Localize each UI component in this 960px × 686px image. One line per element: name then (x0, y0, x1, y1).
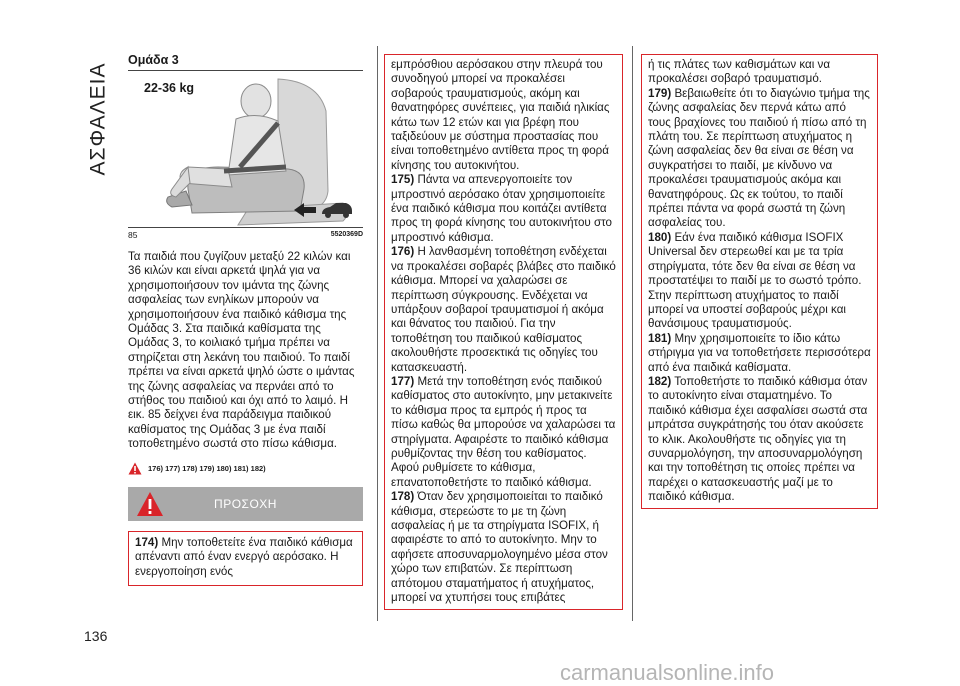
warning-number: 179) (648, 86, 672, 100)
warning-number: 178) (391, 490, 415, 504)
figure-weight-label: 22-36 kg (144, 81, 195, 95)
warning-178 (391, 490, 616, 605)
page-number: 136 (84, 628, 108, 644)
warning-177 (391, 375, 616, 490)
warning-178-continued (648, 58, 871, 87)
warning-column-2 (384, 54, 623, 610)
figure-number: 85 (128, 230, 138, 240)
warning-text: Όταν δεν χρησιμοποιείται το παιδικό κάθισμα, στερεώστε το με τη ζώνη ασφαλείας ή με τα στηρίγματα ISOFIX, ή αφαιρέστε το από το αυτοκίνητο. Μην το αφήσετε αποσυναρμολογημένο μέσα στον χώρο των επιβατών. Σε περίπτωση απότομου σταματήματος ή ατυχήματος, μπορεί να χτυπήσει τους επιβάτες (391, 490, 608, 605)
column-separator (632, 46, 633, 621)
warning-181 (648, 332, 871, 375)
column-1 (128, 53, 363, 586)
reference-item: 177) (165, 463, 181, 473)
warning-banner (128, 487, 363, 521)
reference-list (148, 464, 266, 473)
reference-item: 178) (182, 463, 198, 473)
warning-text: Βεβαιωθείτε ότι το διαγώνιο τμήμα της ζώνης ασφαλείας δεν περνά κάτω από τους βραχίονες του παιδιού ή πίσω από τη πλάτη του. Σε περίπτωση ατυχήματος η ζώνη ασφαλείας δεν θα είναι σε θέση να συγκρατήσει το παιδί, με κίνδυνο να προκαλέσει τραυματισμούς ακόμα και θανατηφόρους. Ως εκ τούτου, το παιδί πρέπει πάντα να φορά σωστά τη ζώνη ασφαλείας του. (648, 86, 870, 230)
warning-triangle-icon (128, 462, 142, 475)
warning-text: Η λανθασμένη τοποθέτηση ενδέχεται να προκαλέσει σοβαρές βλάβες στο παιδικό κάθισμα. Μπορεί να χαλαρώσει σε περίπτωση σύγκρουσης. Ενδέχεται να υπάρξουν σοβαροί τραυματισμοί ή ακόμα και θάνατος του παιδιού. Για την τοποθέτηση του παιδικού καθίσματος ακολουθήστε προσεκτικά τις οδηγίες του κατασκευαστή. (391, 245, 616, 374)
warning-174-continued (391, 58, 616, 173)
warning-176 (391, 245, 616, 375)
reference-item: 182) (250, 463, 266, 473)
warning-179 (648, 87, 871, 231)
warning-column-3 (641, 54, 878, 509)
warning-number: 176) (391, 245, 415, 259)
section-title: ΑΣΦΑΛΕΙΑ (87, 62, 110, 176)
warning-references (128, 462, 363, 475)
warning-174 (128, 531, 363, 586)
reference-item: 176) (148, 463, 164, 473)
warning-text: Πάντα να απενεργοποιείτε τον μπροστινό αερόσακο όταν χρησιμοποιείτε ένα παιδικό κάθισμα που κοιτάζει αντίθετα προς τη φορά κίνησης του αυτοκινήτου στο μπροστινό κάθισμα. (391, 173, 613, 244)
warning-182 (648, 375, 871, 505)
watermark: carmanualsonline.info (560, 660, 775, 685)
warning-triangle-icon (136, 491, 164, 517)
warning-180 (648, 231, 871, 332)
warning-text: Μην χρησιμοποιείτε το ίδιο κάτω στήριγμα για να τοποθετήσετε περισσότερα από ένα παιδικά καθίσματα. (648, 331, 871, 374)
figure-code: 5520369D (330, 231, 363, 238)
warning-text: Μην τοποθετείτε ένα παιδικό κάθισμα απέναντι από έναν ενεργό αερόσακο. Η ενεργοποίηση ενός (135, 535, 353, 578)
reference-item: 180) (216, 463, 232, 473)
warning-text: εμπρόσθιου αερόσακου στην πλευρά του συνοδηγού μπορεί να προκαλέσει σοβαρούς τραυματισμούς, ακόμη και θανατηφόρες συνέπειες, για παιδιά ηλικίας κάτω των 12 ετών και για βρέφη που ταξιδεύουν με σύστημα προστασίας που είναι τοποθετημένο αντίθετα προς τη φορά κίνησης του αυτοκινήτου. (391, 58, 610, 172)
warning-text: Εάν ένα παιδικό κάθισμα ISOFIX Universal δεν στερεωθεί και με τα τρία στηρίγματα, τότε δεν θα είναι σε θέση να προστατέψει το παιδί με το σωστό τρόπο. Στην περίπτωση ατυχήματος το παιδί μπορεί να υποστεί σοβαρούς μέχρι και θανάσιμους τραυματισμούς. (648, 230, 862, 331)
warning-number: 182) (648, 374, 672, 388)
warning-175 (391, 173, 616, 245)
figure-85 (128, 70, 363, 228)
arrow-car-icon (292, 199, 354, 221)
reference-item: 179) (199, 463, 215, 473)
warning-number: 177) (391, 374, 415, 388)
warning-text: Μετά την τοποθέτηση ενός παιδικού καθίσματος στο αυτοκίνητο, μην μετακινείτε το κάθισμα προς τα εμπρός ή προς τα πίσω καθώς θα μπορούσε να χαλαρώσει τα στηρίγματα. Αφαιρέστε το παιδικό κάθισμα ρυθμίζοντας την θέση του καθίσματος. Αφού ρυθμίσετε το κάθισμα, επανατοποθετήστε το παιδικό κάθισμα. (391, 374, 616, 489)
group-title: Ομάδα 3 (128, 53, 179, 67)
warning-text: ή τις πλάτες των καθισμάτων και να προκαλέσει σοβαρό τραυματισμό. (648, 58, 831, 86)
warning-number: 180) (648, 230, 672, 244)
warning-banner-label: ΠΡΟΣΟΧΗ (214, 496, 277, 511)
warning-number: 174) (135, 535, 159, 549)
intro-paragraph: Τα παιδιά που ζυγίζουν μεταξύ 22 κιλών και 36 κιλών και είναι αρκετά ψηλά για να χρησιμοποιήσουν τον ιμάντα της ζώνης ασφαλείας των ενηλίκων μπορούν να χρησιμοποιήσουν ένα παιδικό κάθισμα της Ομάδας 3. Στα παιδικά καθίσματα της Ομάδας 3, το κοιλιακό τμήμα πρέπει να στηρίζεται στη λεκάνη του παιδιού. Το παιδί πρέπει να είναι αρκετά ψηλό ώστε ο ιμάντας της ζώνης ασφαλείας να περνάει από το στήθος του παιδιού και όχι από το λαιμό. Η εικ. 85 δείχνει ένα παράδειγμα παιδικού καθίσματος της Ομάδας 3 με ένα παιδί τοποθετημένο σωστά στο πίσω κάθισμα. (128, 250, 355, 451)
column-separator (377, 46, 378, 621)
warning-number: 181) (648, 331, 672, 345)
warning-number: 175) (391, 173, 415, 187)
reference-item: 181) (233, 463, 249, 473)
warning-text: Τοποθετήστε το παιδικό κάθισμα όταν το αυτοκίνητο είναι σταματημένο. Το παιδικό κάθισμα έχει ασφαλίσει σωστά στα μπράτσα συγκράτησής του όταν ακούσετε το κλικ. Ακολουθήστε τις οδηγίες για τη συναρμολόγηση, την αποσυναρμολόγηση και την τοποθέτηση τις οποίες πρέπει να παρέχει ο κατασκευαστής μαζί με το παιδικό κάθισμα. (648, 374, 868, 504)
